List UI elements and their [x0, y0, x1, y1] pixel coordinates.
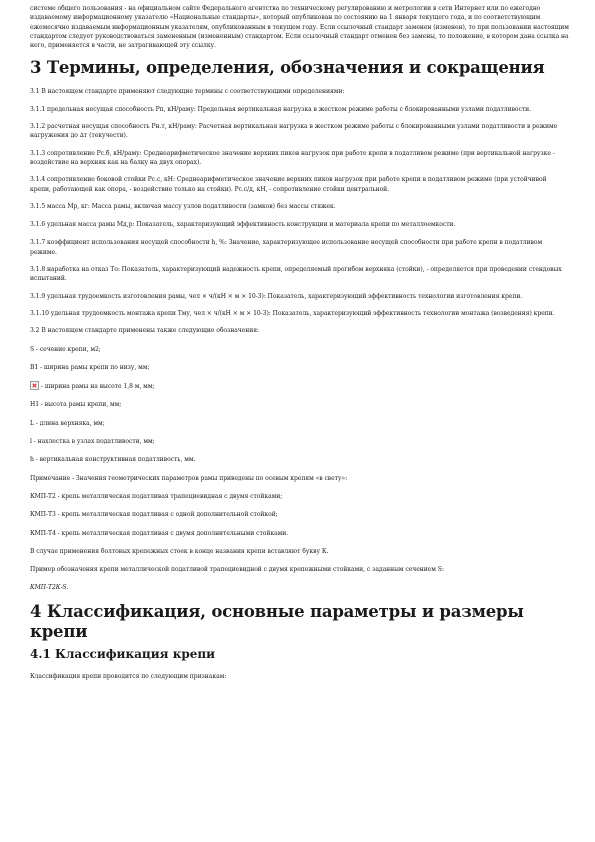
clause-3-1-9: 3.1.9 удельная трудоемкость изготовления рамы, чел × ч/(кН × м × 10-3): Показатель, характеризующий эффективность технологии изготовления крепи.: [30, 292, 523, 300]
clause-3-2: 3.2 В настоящем стандарте применены также следующие обозначения:: [30, 327, 259, 335]
clause-3-1-2: 3.1.2 расчетная несущая способность Рн.т, кН/раму: Расчетная вертикальная нагрузка в жестком режиме работы с блокированными узлами податливости в режиме нагружения до ∆т (текучести).: [30, 123, 558, 140]
note-paragraph: Примечание - Значения геометрических параметров рамы приведены по осевым крепям «в свету»:: [30, 474, 348, 482]
kmp-t2-item: КМП-Т2 - крепь металлическая податливая трапециевидная с двумя стойками;: [30, 492, 283, 500]
symbol-h1: H1 - высота рамы крепи, мм;: [30, 401, 122, 409]
symbol-s: S - сечение крепи, м2;: [30, 345, 101, 353]
clause-3-1-8: 3.1.8 наработка на отказ То: Показатель, характеризующий надежность крепи, определяемый прогибом верхняка (стойки), - определяется при проведении стендовых испытаний.: [30, 266, 562, 283]
clause-3-1-6: 3.1.6 удельная масса рамы Мд,р: Показатель, характеризующий эффективность конструкции и материала крепи по металлоемкости.: [30, 221, 456, 229]
kmp-t4-item: КМП-Т4 - крепь металлическая податливая с двумя дополнительными стойками.: [30, 529, 289, 537]
symbol-b1: B1 - ширина рамы крепи по низу, мм;: [30, 363, 150, 371]
symbol-h: h - вертикальная конструктивная податливость, мм.: [30, 456, 196, 464]
clause-3-1-4: 3.1.4 сопротивление боковой стойки Рс.с, кН: Среднеарифметическое значение верхних пиков нагрузок при работе крепи в податливом режиме (при устойчивой крепи, работающей как опора, - воздействие только на стойки). Рс.с/д, кН, - сопротивление стойки центральной.: [30, 176, 547, 193]
section-4-1-heading: 4.1 Классификация крепи: [30, 646, 216, 661]
symbol-width-1-8: [30, 381, 569, 391]
section-4-heading: 4 Классификация, основные параметры и размеры крепи: [30, 601, 524, 641]
clause-3-1-10: 3.1.10 удельная трудоемкость монтажа крепи Тму, чел × ч/(кН × м × 10-3): Показатель, характеризующий эффективность технологии монтажа (возведения) крепи.: [30, 309, 555, 317]
section-3-heading: 3 Термины, определения, обозначения и сокращения: [30, 58, 545, 78]
kmp-t3-item: КМП-Т3 - крепь металлическая податливая с одной дополнительной стойкой;: [30, 511, 278, 519]
symbol-l-upper: L - длина верхняка, мм;: [30, 419, 105, 427]
clause-3-1-5: 3.1.5 масса Мр, кг: Масса рамы, включая массу узлов податливости (замков) без массы стяжек.: [30, 202, 336, 210]
clause-3-1-1: 3.1.1 предельная несущая способность Рп, кН/раму: Предельная вертикальная нагрузка в жестком режиме работы с блокированными узлами податливости.: [30, 105, 531, 113]
example-code: КМП-Т2К-S.: [30, 584, 69, 592]
clause-4-1-text: Классификация крепи проводится по следующим признакам:: [30, 672, 227, 680]
intro-paragraph: системе общего пользования - на официальном сайте Федерального агентства по техническому регулированию и метрологии в сети Интернет или по ежегодно издаваемому информационному указателю «Национальные стандарты», который опубликован по состоянию на 1 января текущего года, и по соответствующим ежемесячно издаваемым информационным указателям, опубликованным в текущем году. Если ссылочный стандарт заменен (изменен), то при пользовании настоящим стандартом следует руководствоваться замененным (измененным) стандартом. Если ссылочный стандарт отменен без замены, то положение, в котором дана ссылка на него, применяется в части, не затрагивающей эту ссылку.: [30, 5, 569, 50]
clause-3-1: 3.1 В настоящем стандарте применяют следующие термины с соответствующими определениями:: [30, 88, 345, 96]
bolt-note: В случае применения болтовых крепежных стоек в конце названия крепи вставляют букву К.: [30, 547, 329, 555]
clause-3-1-7: 3.1.7 коэффициент использования несущей способности h, %: Значение, характеризующее использование несущей способности при работе крепи в податливом режиме.: [30, 239, 543, 256]
clause-3-1-3: 3.1.3 сопротивление Рс.б, кН/раму: Среднеарифметическое значение верхних пиков нагрузок при работе крепи в податливом режиме (при вертикальной нагрузке - воздействие на верхняк как на балку на двух опорах).: [30, 149, 555, 166]
symbol-width-1-8-text: - ширина рамы на высоте 1,8 м, мм;: [41, 383, 155, 391]
symbol-l-lower: l - нахлестка в узлах податливости, мм;: [30, 438, 155, 446]
broken-image-icon: [30, 381, 39, 390]
example-paragraph: Пример обозначения крепи металлической податливой трапециевидной с двумя крепежными стойками, с заданным сечением S:: [30, 566, 444, 574]
